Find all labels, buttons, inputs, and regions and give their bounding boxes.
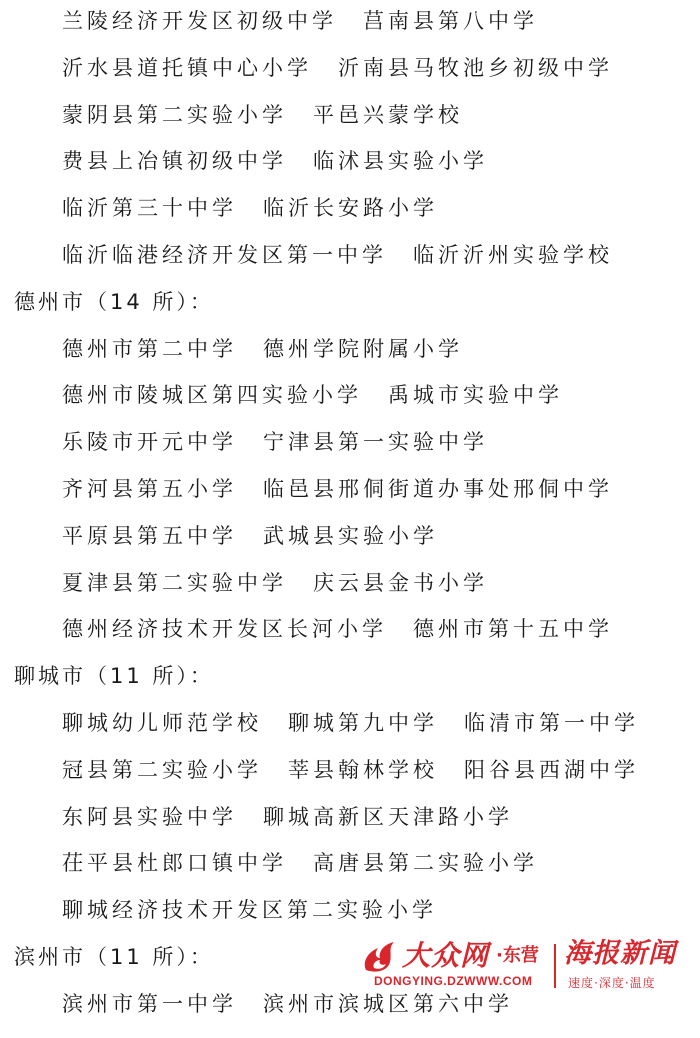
school-name: 临沭县实验小学 xyxy=(313,149,488,174)
school-name: 费县上冶镇初级中学 xyxy=(62,149,287,174)
school-name: 阳谷县西湖中学 xyxy=(464,757,639,782)
school-line xyxy=(0,802,700,832)
school-name: 德州市陵城区第四实验小学 xyxy=(62,383,362,408)
city-text: ·东营 xyxy=(496,945,539,966)
school-name: 德州经济技术开发区长河小学 xyxy=(62,617,387,642)
school-name: 蒙阴县第二实验小学 xyxy=(62,102,287,127)
school-name: 冠县第二实验小学 xyxy=(62,757,262,782)
school-name: 德州学院附属小学 xyxy=(263,336,463,361)
school-line xyxy=(0,708,700,738)
school-line xyxy=(0,334,700,364)
school-name: 滨州市第一中学 xyxy=(62,991,237,1016)
school-name: 茌平县杜郎口镇中学 xyxy=(62,851,287,876)
school-name: 齐河县第五小学 xyxy=(62,477,237,501)
school-line xyxy=(0,100,700,130)
school-name: 聊城经济技术开发区第二实验小学 xyxy=(62,898,437,923)
school-name: 宁津县第一实验中学 xyxy=(263,430,488,455)
watermark xyxy=(358,936,698,996)
school-line xyxy=(0,848,700,878)
school-name: 平邑兴蒙学校 xyxy=(313,102,463,127)
school-name: 临沂沂州实验学校 xyxy=(413,243,613,267)
school-name: 临沂长安路小学 xyxy=(263,196,438,221)
school-name: 聊城高新区天津路小学 xyxy=(263,804,513,829)
section-heading xyxy=(0,287,700,317)
school-line xyxy=(0,474,700,504)
school-name: 武城县实验小学 xyxy=(263,523,438,548)
school-name: 夏津县第二实验中学 xyxy=(62,570,287,595)
slogan-text: 速度·深度·温度 xyxy=(568,976,656,990)
school-name: 德州市第十五中学 xyxy=(413,617,613,642)
school-name: 东阿县实验中学 xyxy=(62,804,237,829)
school-name: 兰陵经济开发区初级中学 xyxy=(62,9,337,33)
school-line xyxy=(0,521,700,551)
school-line xyxy=(0,427,700,457)
school-name: 滨州市滨城区第六中学 xyxy=(263,991,513,1016)
school-name: 临沂第三十中学 xyxy=(62,196,237,221)
haibao-logo xyxy=(564,936,698,996)
school-name: 莘县翰林学校 xyxy=(288,757,438,782)
school-name: 平原县第五中学 xyxy=(62,523,237,548)
school-line xyxy=(0,53,700,83)
school-name: 高唐县第二实验小学 xyxy=(313,851,538,876)
watermark-divider xyxy=(554,944,556,988)
school-name: 禹城市实验中学 xyxy=(388,383,563,408)
dazhong-logo xyxy=(358,936,548,996)
school-name: 聊城第九中学 xyxy=(288,711,438,735)
school-name: 临沂临港经济开发区第一中学 xyxy=(62,243,387,267)
school-name: 临邑县邢侗街道办事处邢侗中学 xyxy=(263,477,613,501)
school-line xyxy=(0,146,700,176)
school-name: 聊城幼儿师范学校 xyxy=(62,711,262,735)
school-name: 莒南县第八中学 xyxy=(363,9,538,33)
school-line xyxy=(0,568,700,598)
section-heading xyxy=(0,661,700,691)
school-name: 沂水县道托镇中心小学 xyxy=(62,55,312,80)
school-line xyxy=(0,6,700,36)
school-line xyxy=(0,895,700,925)
school-line xyxy=(0,755,700,785)
school-line xyxy=(0,240,700,270)
school-name: 临清市第一中学 xyxy=(464,711,639,735)
school-line xyxy=(0,193,700,223)
brand-text: 大众网 xyxy=(402,939,490,972)
flame-logo-icon xyxy=(360,940,402,976)
school-line xyxy=(0,614,700,644)
school-name: 乐陵市开元中学 xyxy=(62,430,237,455)
school-line xyxy=(0,380,700,410)
city-heading-text: 德州市（14 所）： xyxy=(14,289,214,314)
city-heading-text: 滨州市（11 所）： xyxy=(14,945,214,969)
school-name: 德州市第二中学 xyxy=(62,336,237,361)
school-name: 沂南县马牧池乡初级中学 xyxy=(338,55,613,80)
site-url: DONGYING.DZWWW.COM xyxy=(374,974,533,988)
product-name: 海报新闻 xyxy=(564,938,676,969)
city-heading-text: 聊城市（11 所）： xyxy=(14,664,214,689)
school-name: 庆云县金书小学 xyxy=(313,570,488,595)
